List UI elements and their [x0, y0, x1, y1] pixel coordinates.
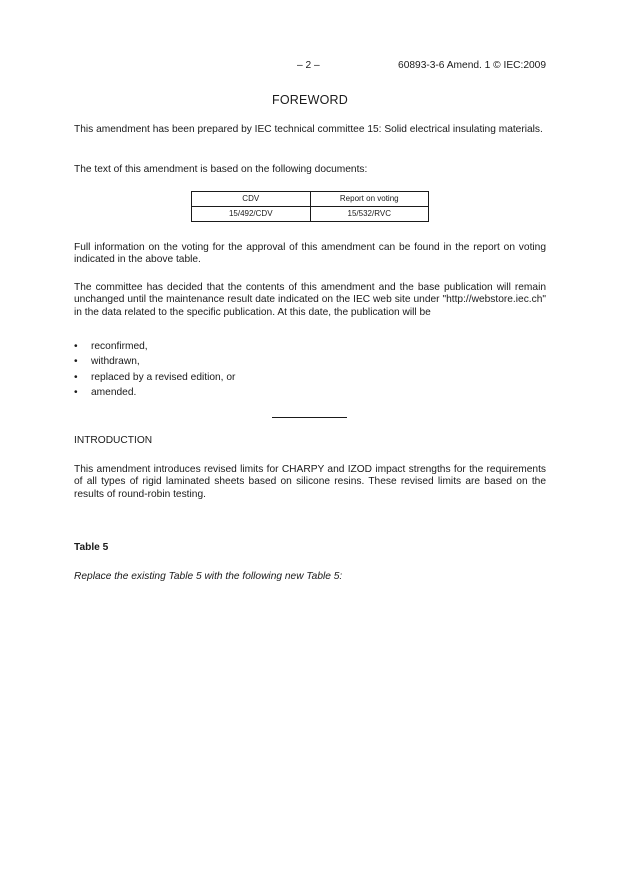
foreword-title: FOREWORD — [272, 93, 348, 107]
page-header — [0, 60, 620, 74]
list-item: • withdrawn, — [74, 356, 140, 368]
section-divider — [272, 417, 347, 418]
documents-table — [191, 191, 429, 222]
prepared-by-paragraph: This amendment has been prepared by IEC technical committee 15: Solid electrical insulating materials. — [74, 124, 543, 135]
table5-instruction: Replace the existing Table 5 with the following new Table 5: — [74, 571, 343, 582]
introduction-paragraph: This amendment introduces revised limits for CHARPY and IZOD impact strengths for the requirements of all types of rigid laminated sheets based on silicone resins. These revised limits are based on the results of round-robin testing. — [74, 464, 546, 500]
page-number: – 2 – — [297, 60, 320, 71]
document-reference: 60893-3-6 Amend. 1 © IEC:2009 — [398, 60, 546, 71]
table-header-report: Report on voting — [310, 192, 429, 207]
committee-decision-paragraph: The committee has decided that the contents of this amendment and the base publication will remain unchanged until the maintenance result date indicated on the IEC web site under "http://webstore.iec.ch" in the data related to the specific publication. At this date, the publication will be — [74, 282, 546, 318]
table-header-row — [192, 192, 429, 207]
table-row — [192, 207, 429, 222]
bullet-icon: • — [74, 387, 78, 399]
table-cell-cdv: 15/492/CDV — [192, 207, 311, 222]
table-header-cdv: CDV — [192, 192, 311, 207]
bullet-icon: • — [74, 341, 78, 352]
table5-heading: Table 5 — [74, 542, 109, 553]
publication-options-list — [74, 341, 374, 403]
introduction-title: INTRODUCTION — [74, 435, 153, 446]
bullet-icon: • — [74, 356, 78, 368]
bullet-icon: • — [74, 371, 78, 383]
list-item: • replaced by a revised edition, or — [74, 371, 236, 383]
list-item: • reconfirmed, — [74, 341, 148, 352]
based-on-paragraph: The text of this amendment is based on the following documents: — [74, 164, 368, 175]
voting-info-paragraph: Full information on the voting for the approval of this amendment can be found in the report on voting indicated in the above table. — [74, 242, 546, 266]
table-cell-rvc: 15/532/RVC — [310, 207, 429, 222]
list-item: • amended. — [74, 387, 137, 399]
